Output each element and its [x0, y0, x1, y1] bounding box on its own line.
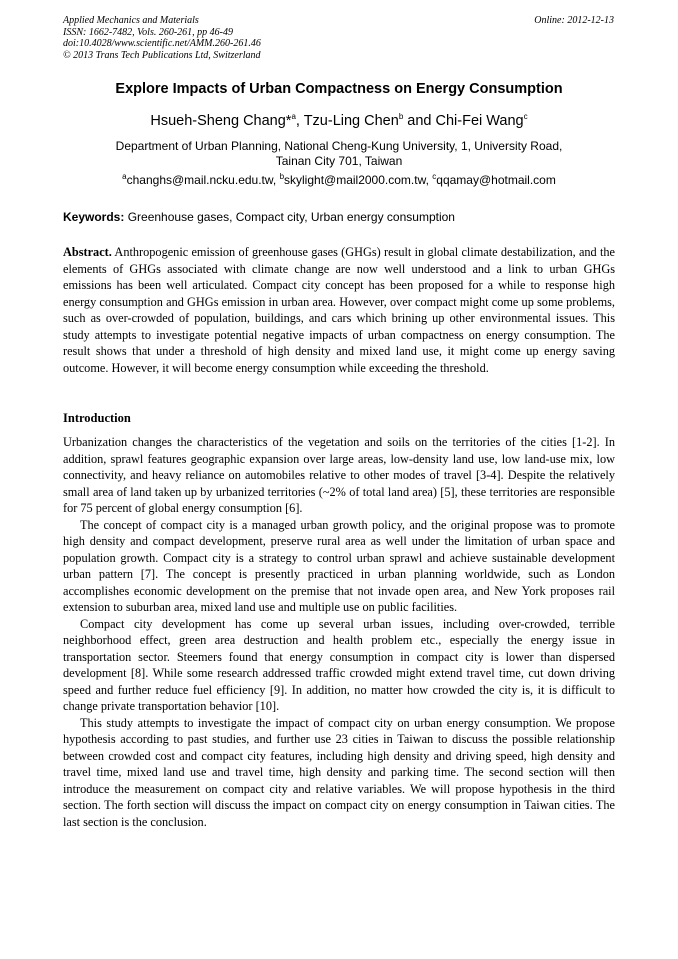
keywords-label: Keywords: — [63, 210, 125, 224]
issn-line: ISSN: 1662-7482, Vols. 260-261, pp 46-49 — [63, 26, 233, 38]
copyright-line: © 2013 Trans Tech Publications Ltd, Switzerland — [63, 49, 261, 61]
doi-line: doi:10.4028/www.scientific.net/AMM.260-261.46 — [63, 38, 261, 49]
keywords-text: Greenhouse gases, Compact city, Urban energy consumption — [124, 210, 455, 224]
abstract — [63, 244, 615, 376]
paragraph: The concept of compact city is a managed urban growth policy, and the original propose was to promote high density and compact development, preserve rural area as well under the limitation of urban space and population growth. Compact city is a strategy to control urban sprawl and achieve sustainable development urban pattern [7]. The concept is presently practiced in urban planning worldwide, such as London accomplishes economic development on the premise that not invade open area, and New York proposes rail extension to suburban area, mixed land use and multiple use on public facilities. — [63, 517, 615, 614]
email-link[interactable]: changhs@mail.ncku.edu.tw, — [126, 173, 280, 187]
author-list — [63, 113, 615, 129]
keywords — [63, 210, 615, 224]
author-separator: , — [295, 113, 304, 129]
author-mark: b — [398, 112, 404, 122]
section-heading: Introduction — [63, 411, 131, 425]
introduction-body — [63, 434, 615, 830]
affiliation-line: Department of Urban Planning, National Cheng-Kung University, 1, University Road, — [115, 139, 563, 153]
journal-header — [63, 15, 261, 61]
author-mark: c — [523, 112, 528, 122]
email-mark: b — [279, 172, 285, 181]
paragraph: Compact city development has come up several urban issues, including over-crowded, terrible neighborhood effect, green area destruction and health problem etc., especially the energy issue in transportation sector. Steemers found that energy consumption in compact city is lower than dispersed development [8]. While some research addressed traffic crowded might extend travel time, cut down driving speed and further reduce fuel efficiency [9]. In addition, no matter how crowded the city is, it is difficult to change private transportation behavior [10]. — [63, 616, 615, 713]
author-name: Tzu-Ling Chen — [303, 113, 399, 129]
paragraph: Urbanization changes the characteristics of the vegetation and soils on the territories of the cities [1-2]. In addition, sprawl features geographic expansion over large areas, low-density land use, low land-use mix, low connectivity, and heavy reliance on automobiles relative to other modes of travel [3-4]. Despite the relatively small area of land taken up by urbanized territories (~2% of total land area) [5], these territories are responsible for 75 percent of global energy consumption [6]. — [63, 435, 615, 515]
email-link[interactable]: qqamay@hotmail.com — [436, 173, 556, 187]
affiliation-line: Tainan City 701, Taiwan — [275, 154, 403, 168]
email-link[interactable]: skylight@mail2000.com.tw, — [284, 173, 433, 187]
email-mark: a — [122, 172, 127, 181]
affiliation — [63, 139, 615, 169]
email-list — [63, 173, 615, 187]
author-mark: a — [291, 112, 296, 122]
author-name: Chi-Fei Wang — [435, 113, 524, 129]
email-mark: c — [432, 172, 437, 181]
author-name: Hsueh-Sheng Chang* — [150, 113, 292, 129]
paragraph: This study attempts to investigate the impact of compact city on urban energy consumption. We propose hypothesis according to past studies, and further use 23 cities in Taiwan to discuss the possible relationship between crowded cost and compact city features, including high density and driving speed, high density and travel time, mixed land use and travel time, high density and parking time. The second section will then introduce the measurement on compact city and relative variables. We will propose hypothesis in the third section. The forth section will discuss the impact on compact city on energy consumption in Taiwan cities. The last section is the conclusion. — [63, 715, 615, 829]
paper-title: Explore Impacts of Urban Compactness on Energy Consumption — [115, 81, 563, 97]
abstract-text: Anthropogenic emission of greenhouse gases (GHGs) result in global climate destabilization, and the elements of GHGs associated with climate change are now well understood and a link to urban GHGs emissions has been well articulated. Compact city concept has been proposed for a while to response high energy consumption and GHGs emission in urban area. However, over compact might come up some problems, such as over-crowded of population, buildings, and cars which brining up other environmental issues. This study attempts to investigate potential negative impacts of urban compactness on energy consumption. The result shows that under a threshold of high density and mixed land use, it might come up energy saving outcome. However, it will become energy consumption while exceeding the threshold. — [63, 245, 615, 375]
online-date: Online: 2012-12-13 — [534, 15, 614, 26]
abstract-label: Abstract. — [63, 245, 112, 259]
journal-name: Applied Mechanics and Materials — [63, 15, 199, 26]
author-separator: and — [403, 113, 436, 129]
